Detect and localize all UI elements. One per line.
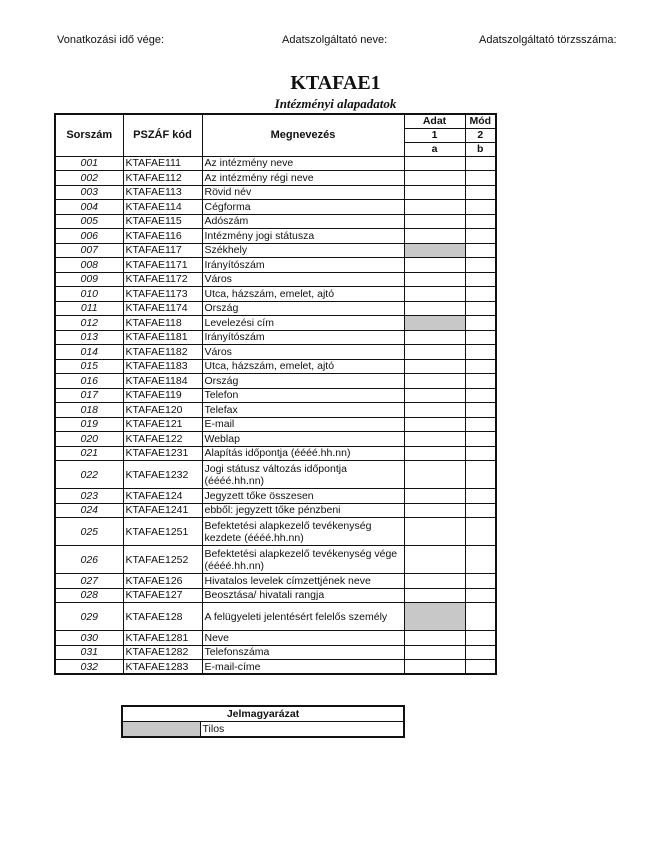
- row-pszaf-code: KTAFAE1231: [123, 446, 202, 461]
- row-number: 023: [55, 489, 123, 504]
- form-code-title: KTAFAE1: [290, 72, 381, 94]
- table-row: [55, 574, 496, 589]
- table-row: [55, 214, 496, 229]
- row-pszaf-code: KTAFAE122: [123, 432, 202, 447]
- row-description: Adószám: [202, 214, 404, 229]
- table-row: [55, 243, 496, 258]
- legend-title: Jelmagyarázat: [122, 706, 404, 722]
- row-number: 029: [55, 603, 123, 631]
- row-number: 031: [55, 645, 123, 660]
- row-adat-cell[interactable]: [404, 156, 465, 171]
- row-adat-cell[interactable]: [404, 171, 465, 186]
- row-mod-cell[interactable]: [465, 316, 496, 331]
- row-number: 009: [55, 272, 123, 287]
- row-mod-cell[interactable]: [465, 461, 496, 489]
- row-number: 024: [55, 503, 123, 518]
- row-adat-cell[interactable]: [404, 243, 465, 258]
- legend-swatch: [122, 722, 200, 738]
- table-body: [55, 156, 496, 674]
- header-mod-number: 2: [465, 128, 496, 142]
- row-adat-cell[interactable]: [404, 330, 465, 345]
- row-number: 026: [55, 546, 123, 574]
- row-number: 014: [55, 345, 123, 360]
- row-adat-cell[interactable]: [404, 345, 465, 360]
- row-pszaf-code: KTAFAE1183: [123, 359, 202, 374]
- row-number: 011: [55, 301, 123, 316]
- row-mod-cell[interactable]: [465, 272, 496, 287]
- table-row: [55, 446, 496, 461]
- row-number: 010: [55, 287, 123, 302]
- row-mod-cell[interactable]: [465, 489, 496, 504]
- row-mod-cell[interactable]: [465, 374, 496, 389]
- row-description: Telefonszáma: [202, 645, 404, 660]
- row-number: 008: [55, 258, 123, 273]
- header-pszaf-code: PSZÁF kód: [123, 114, 202, 156]
- row-description: Ország: [202, 301, 404, 316]
- row-mod-cell[interactable]: [465, 631, 496, 646]
- table-row: [55, 432, 496, 447]
- row-adat-cell[interactable]: [404, 518, 465, 546]
- table-row: [55, 603, 496, 631]
- header-mod-letter: b: [465, 142, 496, 156]
- row-mod-cell[interactable]: [465, 660, 496, 675]
- table-row: [55, 518, 496, 546]
- row-pszaf-code: KTAFAE112: [123, 171, 202, 186]
- row-description: Cégforma: [202, 200, 404, 215]
- row-description: Az intézmény neve: [202, 156, 404, 171]
- table-row: [55, 316, 496, 331]
- row-pszaf-code: KTAFAE115: [123, 214, 202, 229]
- table-row: [55, 588, 496, 603]
- row-adat-cell[interactable]: [404, 359, 465, 374]
- row-adat-cell[interactable]: [404, 214, 465, 229]
- header-megnevezes: Megnevezés: [202, 114, 404, 156]
- period-end-label: Vonatkozási idő vége:: [57, 34, 165, 46]
- table-row: [55, 330, 496, 345]
- row-pszaf-code: KTAFAE117: [123, 243, 202, 258]
- row-mod-cell[interactable]: [465, 603, 496, 631]
- row-pszaf-code: KTAFAE1174: [123, 301, 202, 316]
- row-adat-cell[interactable]: [404, 388, 465, 403]
- row-number: 019: [55, 417, 123, 432]
- row-mod-cell[interactable]: [465, 446, 496, 461]
- row-mod-cell[interactable]: [465, 258, 496, 273]
- row-description: Város: [202, 272, 404, 287]
- row-adat-cell[interactable]: [404, 316, 465, 331]
- row-number: 013: [55, 330, 123, 345]
- row-description: Alapítás időpontja (éééé.hh.nn): [202, 446, 404, 461]
- row-adat-cell[interactable]: [404, 588, 465, 603]
- row-adat-cell[interactable]: [404, 489, 465, 504]
- row-pszaf-code: KTAFAE1282: [123, 645, 202, 660]
- header-adat: Adat: [404, 114, 465, 128]
- row-description: E-mail: [202, 417, 404, 432]
- table-row: [55, 185, 496, 200]
- table-row: [55, 287, 496, 302]
- row-adat-cell[interactable]: [404, 185, 465, 200]
- row-pszaf-code: KTAFAE1241: [123, 503, 202, 518]
- table-row: [55, 359, 496, 374]
- row-description: Neve: [202, 631, 404, 646]
- row-number: 028: [55, 588, 123, 603]
- row-description: Irányítószám: [202, 330, 404, 345]
- row-mod-cell[interactable]: [465, 588, 496, 603]
- row-number: 004: [55, 200, 123, 215]
- row-pszaf-code: KTAFAE1283: [123, 660, 202, 675]
- table-row: [55, 546, 496, 574]
- row-pszaf-code: KTAFAE1281: [123, 631, 202, 646]
- row-pszaf-code: KTAFAE121: [123, 417, 202, 432]
- row-mod-cell[interactable]: [465, 229, 496, 244]
- provider-name-label: Adatszolgáltató neve:: [282, 34, 388, 46]
- row-adat-cell[interactable]: [404, 645, 465, 660]
- row-mod-cell[interactable]: [465, 417, 496, 432]
- header-mod: Mód: [465, 114, 496, 128]
- header-adat-letter: a: [404, 142, 465, 156]
- row-pszaf-code: KTAFAE1252: [123, 546, 202, 574]
- row-pszaf-code: KTAFAE119: [123, 388, 202, 403]
- row-pszaf-code: KTAFAE126: [123, 574, 202, 589]
- row-mod-cell[interactable]: [465, 645, 496, 660]
- row-adat-cell[interactable]: [404, 631, 465, 646]
- row-adat-cell[interactable]: [404, 301, 465, 316]
- row-adat-cell[interactable]: [404, 229, 465, 244]
- row-pszaf-code: KTAFAE114: [123, 200, 202, 215]
- table-row: [55, 645, 496, 660]
- row-number: 012: [55, 316, 123, 331]
- row-description: Jogi státusz változás időpontja (éééé.hh.nn): [202, 461, 404, 489]
- row-adat-cell[interactable]: [404, 461, 465, 489]
- row-mod-cell[interactable]: [465, 185, 496, 200]
- form-subtitle: Intézményi alapadatok: [274, 96, 397, 111]
- row-description: Intézmény jogi státusza: [202, 229, 404, 244]
- row-description: Jegyzett tőke összesen: [202, 489, 404, 504]
- header-sorszam: Sorszám: [55, 114, 123, 156]
- row-description: Befektetési alapkezelő tevékenység vége (éééé.hh.nn): [202, 546, 404, 574]
- row-description: Székhely: [202, 243, 404, 258]
- row-description: Befektetési alapkezelő tevékenység kezdete (éééé.hh.nn): [202, 518, 404, 546]
- table-row: [55, 461, 496, 489]
- row-pszaf-code: KTAFAE1181: [123, 330, 202, 345]
- row-mod-cell[interactable]: [465, 171, 496, 186]
- table-row: [55, 388, 496, 403]
- row-mod-cell[interactable]: [465, 214, 496, 229]
- legend-table: [121, 705, 405, 738]
- row-mod-cell[interactable]: [465, 243, 496, 258]
- row-number: 005: [55, 214, 123, 229]
- row-adat-cell[interactable]: [404, 272, 465, 287]
- row-description: Város: [202, 345, 404, 360]
- row-mod-cell[interactable]: [465, 359, 496, 374]
- row-number: 030: [55, 631, 123, 646]
- row-adat-cell[interactable]: [404, 503, 465, 518]
- provider-id-label: Adatszolgáltató törzsszáma:: [479, 34, 617, 46]
- row-description: A felügyeleti jelentésért felelős személy: [202, 603, 404, 631]
- table-row: [55, 272, 496, 287]
- row-number: 022: [55, 461, 123, 489]
- row-mod-cell[interactable]: [465, 403, 496, 418]
- row-description: Telefon: [202, 388, 404, 403]
- row-mod-cell[interactable]: [465, 574, 496, 589]
- row-number: 003: [55, 185, 123, 200]
- row-mod-cell[interactable]: [465, 388, 496, 403]
- legend-label: Tilos: [200, 722, 404, 738]
- row-number: 017: [55, 388, 123, 403]
- row-description: Az intézmény régi neve: [202, 171, 404, 186]
- row-mod-cell[interactable]: [465, 287, 496, 302]
- row-number: 015: [55, 359, 123, 374]
- row-pszaf-code: KTAFAE1232: [123, 461, 202, 489]
- row-description: ebből: jegyzett tőke pénzbeni: [202, 503, 404, 518]
- row-mod-cell[interactable]: [465, 432, 496, 447]
- row-mod-cell[interactable]: [465, 546, 496, 574]
- row-adat-cell[interactable]: [404, 546, 465, 574]
- row-description: Weblap: [202, 432, 404, 447]
- row-description: Rövid név: [202, 185, 404, 200]
- row-pszaf-code: KTAFAE127: [123, 588, 202, 603]
- table-row: [55, 171, 496, 186]
- row-mod-cell[interactable]: [465, 330, 496, 345]
- row-description: Telefax: [202, 403, 404, 418]
- row-pszaf-code: KTAFAE111: [123, 156, 202, 171]
- row-pszaf-code: KTAFAE1171: [123, 258, 202, 273]
- row-number: 027: [55, 574, 123, 589]
- row-description: Irányítószám: [202, 258, 404, 273]
- table-row: [55, 631, 496, 646]
- row-mod-cell[interactable]: [465, 503, 496, 518]
- row-number: 007: [55, 243, 123, 258]
- row-description: Beosztása/ hivatali rangja: [202, 588, 404, 603]
- row-pszaf-code: KTAFAE120: [123, 403, 202, 418]
- table-row: [55, 200, 496, 215]
- row-mod-cell[interactable]: [465, 156, 496, 171]
- table-row: [55, 503, 496, 518]
- row-adat-cell[interactable]: [404, 200, 465, 215]
- table-row: [55, 301, 496, 316]
- row-number: 018: [55, 403, 123, 418]
- table-row: [55, 489, 496, 504]
- row-pszaf-code: KTAFAE116: [123, 229, 202, 244]
- row-description: Levelezési cím: [202, 316, 404, 331]
- table-row: [55, 374, 496, 389]
- row-adat-cell[interactable]: [404, 574, 465, 589]
- row-adat-cell[interactable]: [404, 287, 465, 302]
- row-adat-cell[interactable]: [404, 660, 465, 675]
- legend-row: [122, 722, 404, 738]
- row-mod-cell[interactable]: [465, 345, 496, 360]
- row-pszaf-code: KTAFAE1182: [123, 345, 202, 360]
- row-mod-cell[interactable]: [465, 518, 496, 546]
- row-pszaf-code: KTAFAE113: [123, 185, 202, 200]
- row-description: Ország: [202, 374, 404, 389]
- row-number: 006: [55, 229, 123, 244]
- row-pszaf-code: KTAFAE118: [123, 316, 202, 331]
- table-row: [55, 417, 496, 432]
- row-adat-cell[interactable]: [404, 446, 465, 461]
- row-number: 032: [55, 660, 123, 675]
- row-mod-cell[interactable]: [465, 301, 496, 316]
- row-pszaf-code: KTAFAE128: [123, 603, 202, 631]
- row-number: 020: [55, 432, 123, 447]
- row-number: 016: [55, 374, 123, 389]
- table-row: [55, 660, 496, 675]
- row-pszaf-code: KTAFAE124: [123, 489, 202, 504]
- row-pszaf-code: KTAFAE1172: [123, 272, 202, 287]
- row-description: E-mail-címe: [202, 660, 404, 675]
- row-number: 001: [55, 156, 123, 171]
- row-number: 002: [55, 171, 123, 186]
- row-pszaf-code: KTAFAE1173: [123, 287, 202, 302]
- row-description: Utca, házszám, emelet, ajtó: [202, 359, 404, 374]
- row-adat-cell[interactable]: [404, 603, 465, 631]
- table-row: [55, 258, 496, 273]
- row-number: 025: [55, 518, 123, 546]
- row-adat-cell[interactable]: [404, 417, 465, 432]
- table-row: [55, 156, 496, 171]
- row-adat-cell[interactable]: [404, 432, 465, 447]
- table-row: [55, 403, 496, 418]
- row-adat-cell[interactable]: [404, 258, 465, 273]
- row-adat-cell[interactable]: [404, 374, 465, 389]
- row-description: Hivatalos levelek címzettjének neve: [202, 574, 404, 589]
- row-adat-cell[interactable]: [404, 403, 465, 418]
- data-table: [54, 113, 497, 675]
- row-pszaf-code: KTAFAE1251: [123, 518, 202, 546]
- table-row: [55, 345, 496, 360]
- row-pszaf-code: KTAFAE1184: [123, 374, 202, 389]
- row-mod-cell[interactable]: [465, 200, 496, 215]
- row-number: 021: [55, 446, 123, 461]
- table-row: [55, 229, 496, 244]
- header-adat-number: 1: [404, 128, 465, 142]
- row-description: Utca, házszám, emelet, ajtó: [202, 287, 404, 302]
